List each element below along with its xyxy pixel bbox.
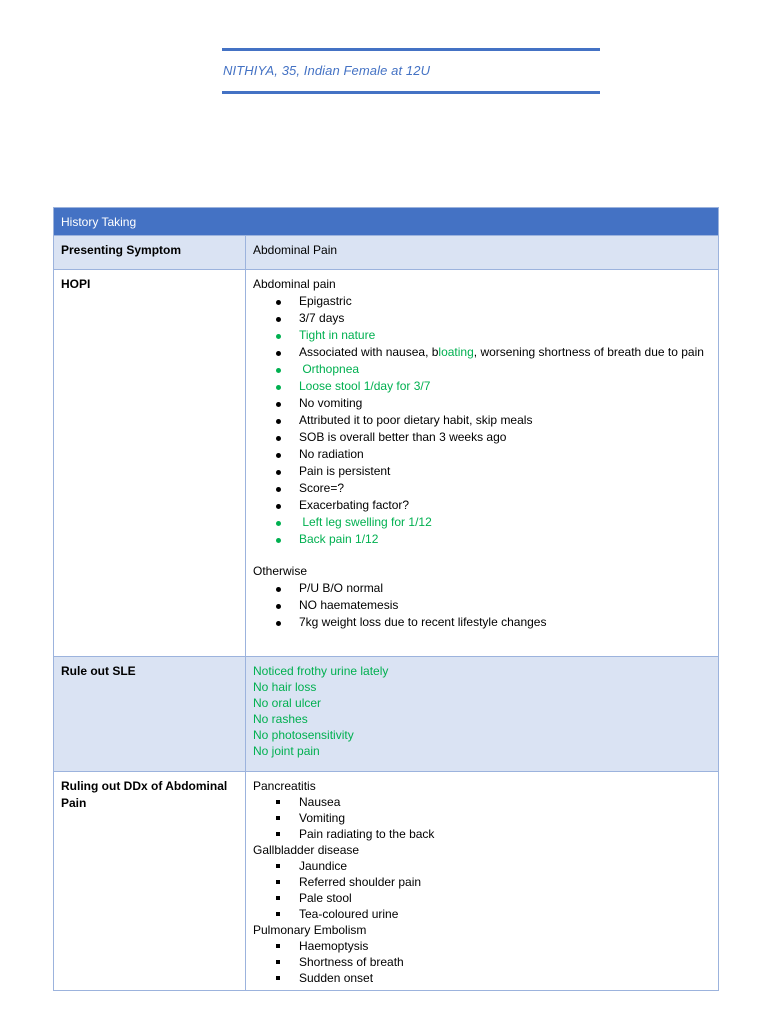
list-item: Tight in nature bbox=[253, 327, 711, 344]
ddx-group-name: Pulmonary Embolism bbox=[253, 923, 367, 937]
list-item: Pale stool bbox=[253, 890, 711, 906]
list-item: NO haematemesis bbox=[253, 597, 711, 614]
sle-label: Rule out SLE bbox=[54, 657, 246, 772]
list-item: Referred shoulder pain bbox=[253, 874, 711, 890]
spacer bbox=[253, 548, 711, 563]
ddx-group-name: Pancreatitis bbox=[253, 779, 316, 793]
list-item-highlight: loating bbox=[438, 345, 474, 359]
list-item: Orthopnea bbox=[253, 361, 711, 378]
sle-content bbox=[246, 657, 719, 772]
list-item: Shortness of breath bbox=[253, 954, 711, 970]
list-item: Score=? bbox=[253, 480, 711, 497]
title-rule-top bbox=[222, 48, 600, 51]
list-item: Haemoptysis bbox=[253, 938, 711, 954]
history-taking-table bbox=[53, 207, 719, 991]
hopi-intro: Abdominal pain bbox=[253, 277, 336, 291]
rule-out-sle-row bbox=[54, 657, 719, 772]
list-item: Pain is persistent bbox=[253, 463, 711, 480]
ddx-row bbox=[54, 772, 719, 991]
list-item-text: , worsening shortness of breath due to pain bbox=[473, 345, 704, 359]
ddx-group-list bbox=[253, 794, 711, 842]
title-rule-bottom bbox=[222, 91, 600, 94]
list-item: No vomiting bbox=[253, 395, 711, 412]
list-item: P/U B/O normal bbox=[253, 580, 711, 597]
ddx-group-list bbox=[253, 938, 711, 986]
table-heading: History Taking bbox=[54, 208, 719, 236]
list-item: Back pain 1/12 bbox=[253, 531, 711, 548]
list-item: 3/7 days bbox=[253, 310, 711, 327]
hopi-content bbox=[246, 270, 719, 657]
hopi-label: HOPI bbox=[54, 270, 246, 657]
ddx-group-list bbox=[253, 858, 711, 922]
ddx-group-name: Gallbladder disease bbox=[253, 843, 360, 857]
sle-line: No hair loss bbox=[253, 680, 317, 694]
list-item: Left leg swelling for 1/12 bbox=[253, 514, 711, 531]
list-item: Tea-coloured urine bbox=[253, 906, 711, 922]
sle-line: No oral ulcer bbox=[253, 696, 322, 710]
list-item: Exacerbating factor? bbox=[253, 497, 711, 514]
table-heading-row bbox=[54, 208, 719, 236]
hopi-row bbox=[54, 270, 719, 657]
otherwise-label: Otherwise bbox=[253, 564, 308, 578]
list-item-text: Associated with nausea, b bbox=[299, 345, 439, 359]
patient-title: NITHIYA, 35, Indian Female at 12U bbox=[223, 63, 431, 78]
presenting-symptom-label: Presenting Symptom bbox=[54, 236, 246, 270]
hopi-list bbox=[253, 293, 711, 548]
list-item: Nausea bbox=[253, 794, 711, 810]
sle-line: No photosensitivity bbox=[253, 728, 354, 742]
list-item bbox=[253, 344, 711, 361]
presenting-symptom-row bbox=[54, 236, 719, 270]
list-item: Loose stool 1/day for 3/7 bbox=[253, 378, 711, 395]
ddx-label: Ruling out DDx of Abdominal Pain bbox=[54, 772, 246, 991]
list-item: SOB is overall better than 3 weeks ago bbox=[253, 429, 711, 446]
list-item: Attributed it to poor dietary habit, skip meals bbox=[253, 412, 711, 429]
sle-line: Noticed frothy urine lately bbox=[253, 664, 389, 678]
list-item: Sudden onset bbox=[253, 970, 711, 986]
list-item: 7kg weight loss due to recent lifestyle changes bbox=[253, 614, 711, 631]
list-item: Epigastric bbox=[253, 293, 711, 310]
sle-line: No joint pain bbox=[253, 744, 320, 758]
sle-line: No rashes bbox=[253, 712, 308, 726]
presenting-symptom-value: Abdominal Pain bbox=[246, 236, 719, 270]
list-item: Pain radiating to the back bbox=[253, 826, 711, 842]
list-item: No radiation bbox=[253, 446, 711, 463]
ddx-content bbox=[246, 772, 719, 991]
list-item: Jaundice bbox=[253, 858, 711, 874]
otherwise-list bbox=[253, 580, 711, 631]
list-item: Vomiting bbox=[253, 810, 711, 826]
